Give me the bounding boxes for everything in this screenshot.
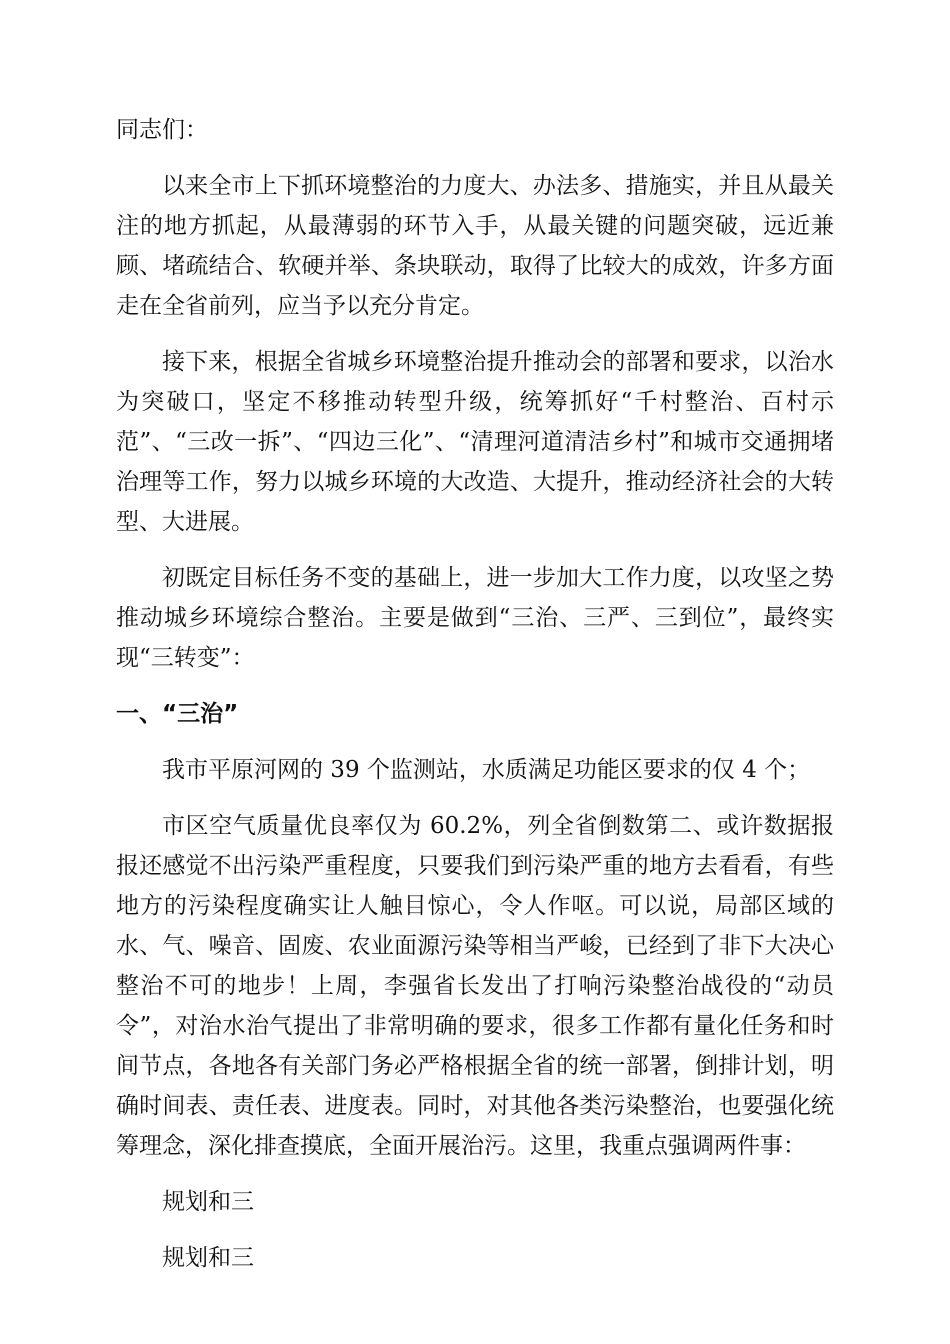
document-body <box>116 110 834 1294</box>
paragraph-3: 初既定目标任务不变的基础上，进一步加大工作力度，以攻坚之势推动城乡环境综合整治。主要是做到“三治、三严、三到位”，最终实现“三转变”： <box>116 565 834 671</box>
paragraph-1: 以来全市上下抓环境整治的力度大、办法多、措施实，并且从最关注的地方抓起，从最薄弱的环节入手，从最关键的问题突破，远近兼顾、堵疏结合、软硬并举、条块联动，取得了比较大的成效，许多方面走在全省前列，应当予以充分肯定。 <box>116 173 834 319</box>
section-paragraph-1: 我市平原河网的 39 个监测站，水质满足功能区要求的仅 4 个； <box>162 757 811 783</box>
paragraph-2: 接下来，根据全省城乡环境整治提升推动会的部署和要求，以治水为突破口，坚定不移推动转型升级，统筹抓好“千村整治、百村示范”、“三改一拆”、“四边三化”、“清理河道清洁乡村”和城市交通拥堵治理等工作，努力以城乡环境的大改造、大提升，推动经济社会的大转型、大进展。 <box>116 349 834 535</box>
salutation: 同志们： <box>116 117 208 143</box>
section-paragraph-3: 规划和三 <box>162 1189 254 1215</box>
section-paragraph-2: 市区空气质量优良率仅为 60.2%，列全省倒数第二、或许数据报报还感觉不出污染严重程度，只要我们到污染严重的地方去看看，有些地方的污染程度确实让人触目惊心，令人作呕。可以说，局部区域的水、气、噪音、固废、农业面源污染等相当严峻，已经到了非下大决心整治不可的地步！上周，李强省长发出了打响污染整治战役的“动员令”，对治水治气提出了非常明确的要求，很多工作都有量化任务和时间节点，各地各有关部门务必严格根据全省的统一部署，倒排计划，明确时间表、责任表、进度表。同时，对其他各类污染整治，也要强化统筹理念，深化排查摸底，全面开展治污。这里，我重点强调两件事： <box>116 813 834 1159</box>
section-heading: 一、“三治” <box>116 701 239 727</box>
section-paragraph-4: 规划和三 <box>162 1245 254 1271</box>
